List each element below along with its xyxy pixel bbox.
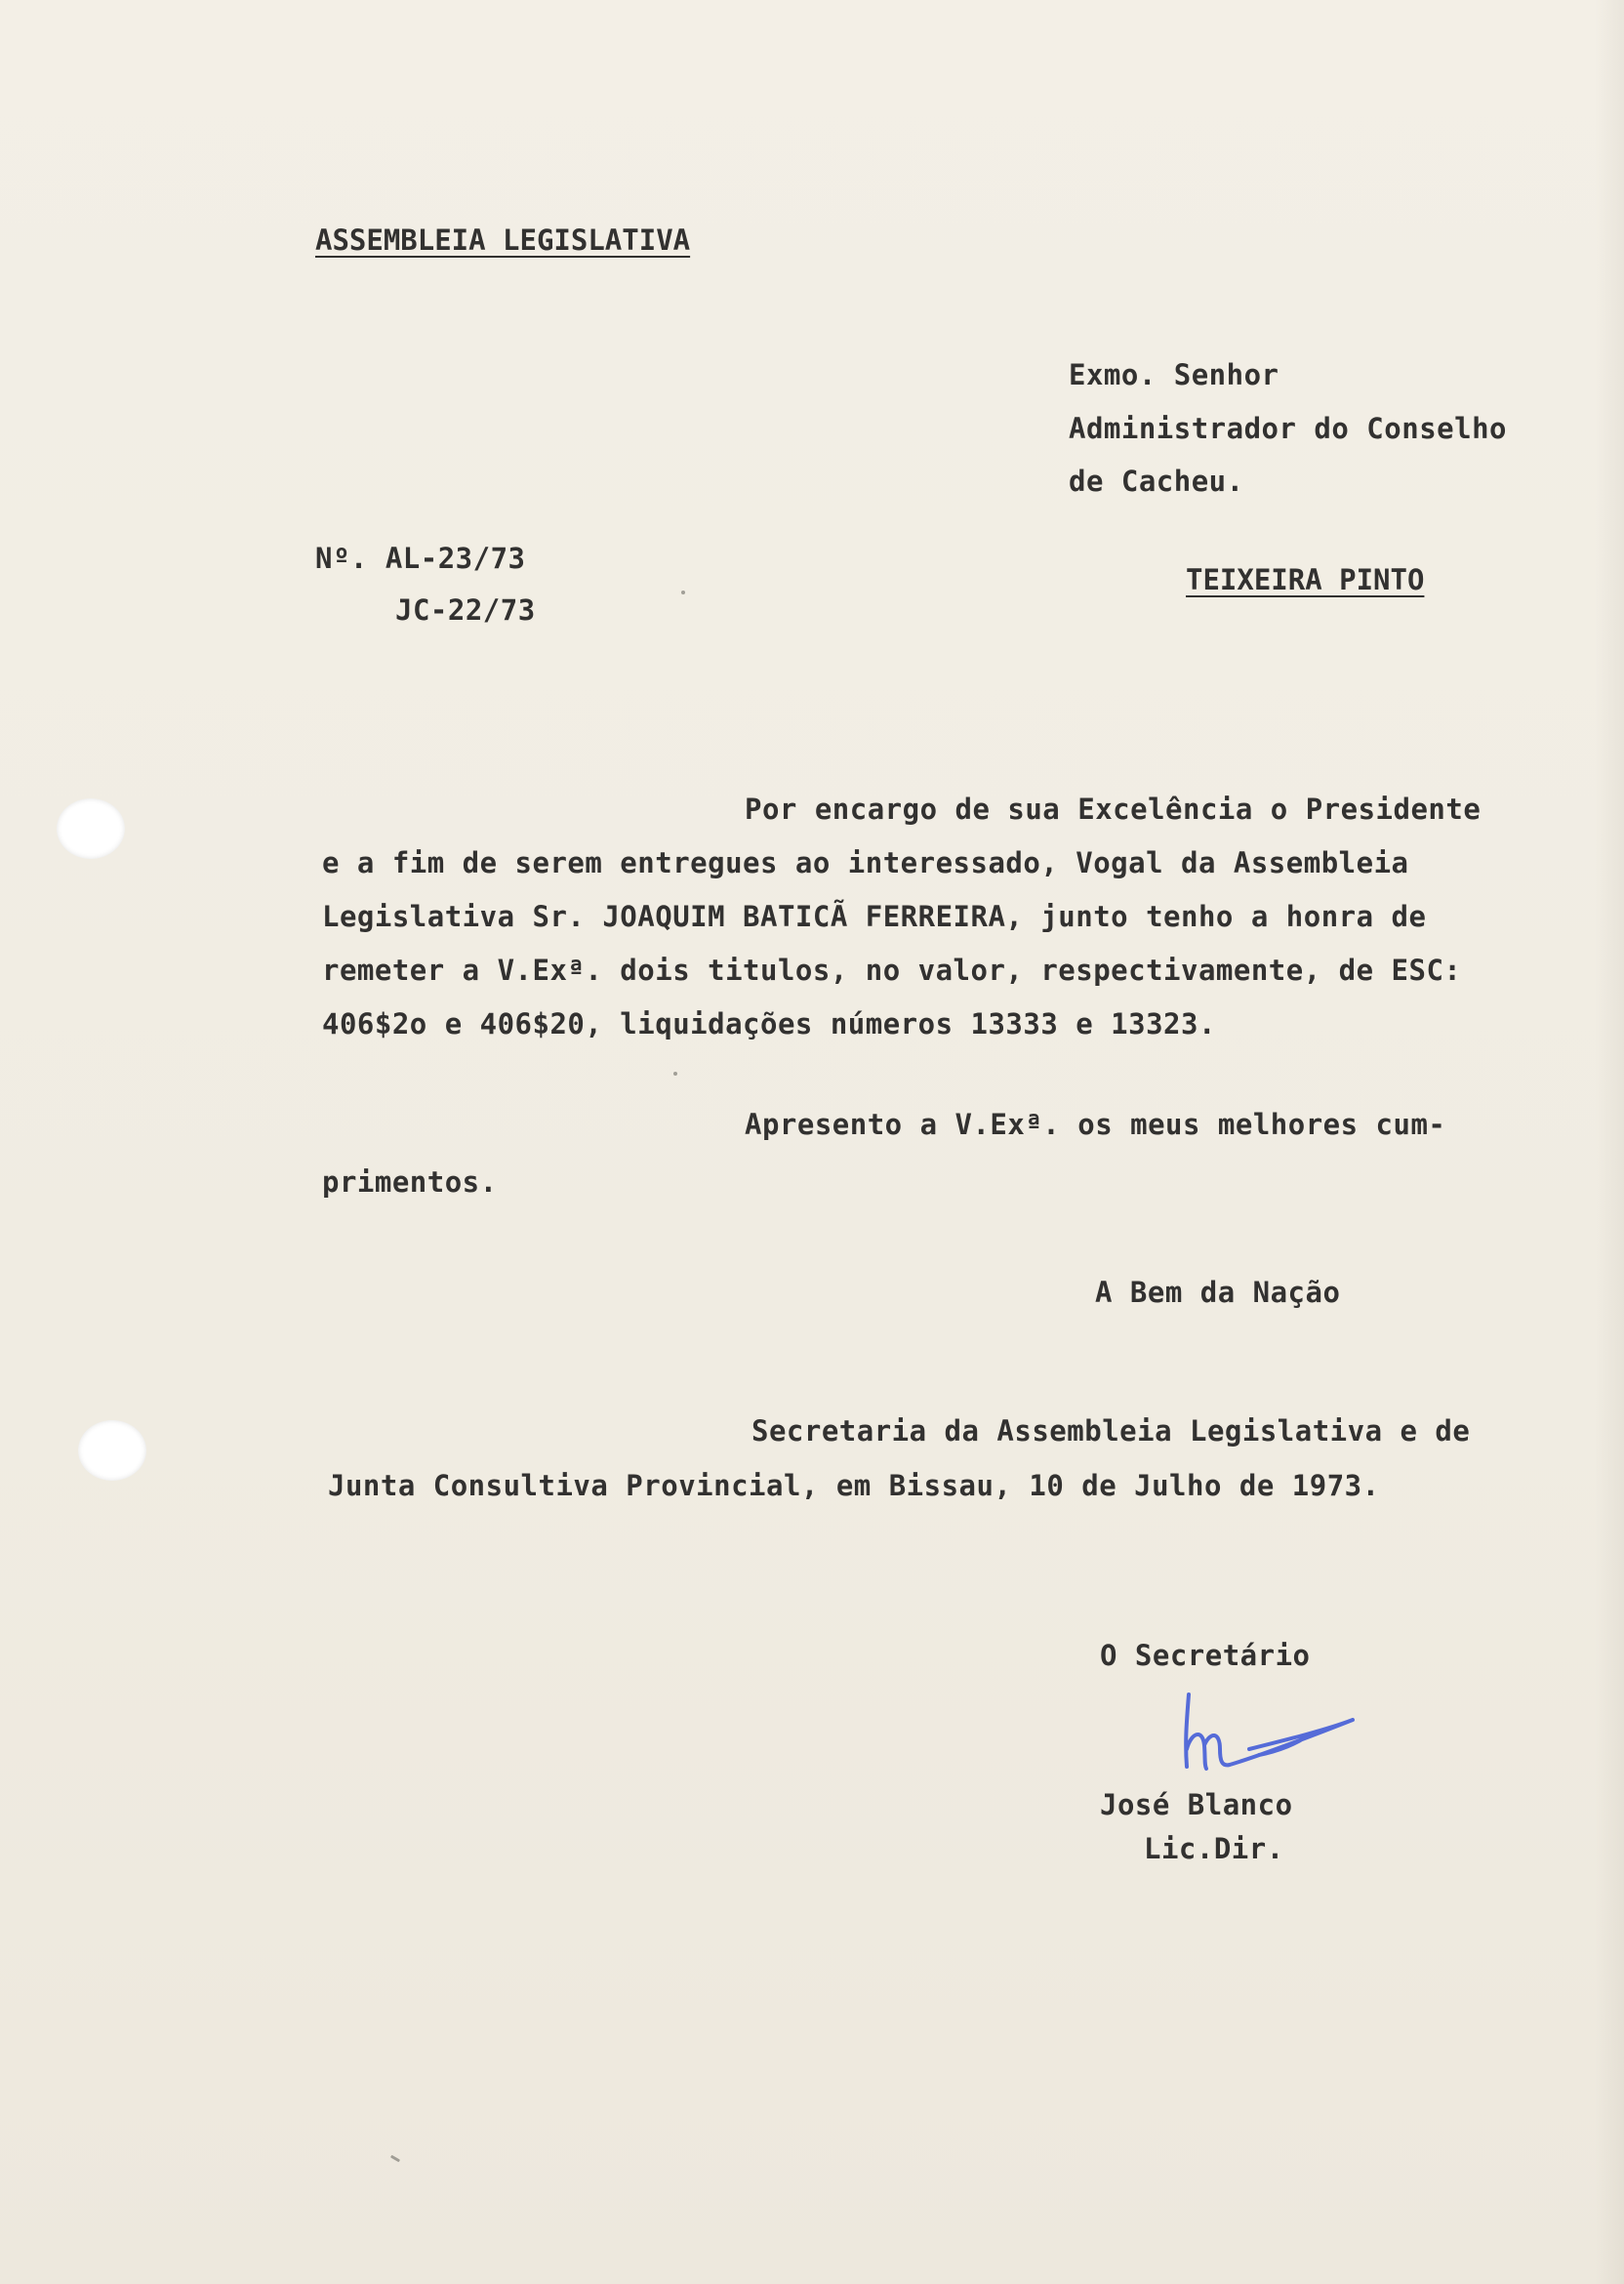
body-line: e a fim de serem entregues ao interessado, Vogal da Assembleia	[322, 846, 1409, 879]
paper-speck	[673, 1072, 677, 1076]
punch-hole-top	[57, 798, 125, 859]
reference-number-jc: JC-22/73	[395, 593, 536, 627]
paper-speck	[681, 591, 685, 594]
signatory-name: José Blanco	[1100, 1788, 1293, 1821]
page-edge-shadow	[1595, 0, 1624, 2284]
date-line: Junta Consultiva Provincial, em Bissau, 10 de Julho de 1973.	[328, 1469, 1380, 1502]
location-line: Secretaria da Assembleia Legislativa e de	[751, 1414, 1471, 1448]
body-line: primentos.	[322, 1165, 498, 1199]
body-line: Por encargo de sua Excelência o Presidente	[745, 793, 1482, 826]
destination-place: TEIXEIRA PINTO	[1186, 563, 1425, 596]
paper-speck	[390, 2155, 400, 2163]
body-line: Legislativa Sr. JOAQUIM BATICÃ FERREIRA, junto tenho a honra de	[322, 900, 1427, 933]
punch-hole-bottom	[78, 1420, 146, 1481]
body-line: 406$2o e 406$20, liquidações números 13333 e 13323.	[322, 1007, 1216, 1040]
closing-phrase: A Bem da Nação	[1095, 1276, 1341, 1309]
signatory-title: O Secretário	[1100, 1639, 1311, 1672]
institution-heading: ASSEMBLEIA LEGISLATIVA	[315, 224, 691, 257]
body-line: Apresento a V.Exª. os meus melhores cum-	[745, 1108, 1446, 1141]
signatory-credential: Lic.Dir.	[1144, 1832, 1284, 1865]
reference-number-al: Nº. AL-23/73	[315, 542, 526, 575]
addressee-title: Administrador do Conselho	[1069, 412, 1507, 445]
addressee-salutation: Exmo. Senhor	[1069, 358, 1279, 391]
body-line: remeter a V.Exª. dois titulos, no valor, respectivamente, de ESC:	[322, 954, 1462, 987]
addressee-location: de Cacheu.	[1069, 465, 1244, 498]
